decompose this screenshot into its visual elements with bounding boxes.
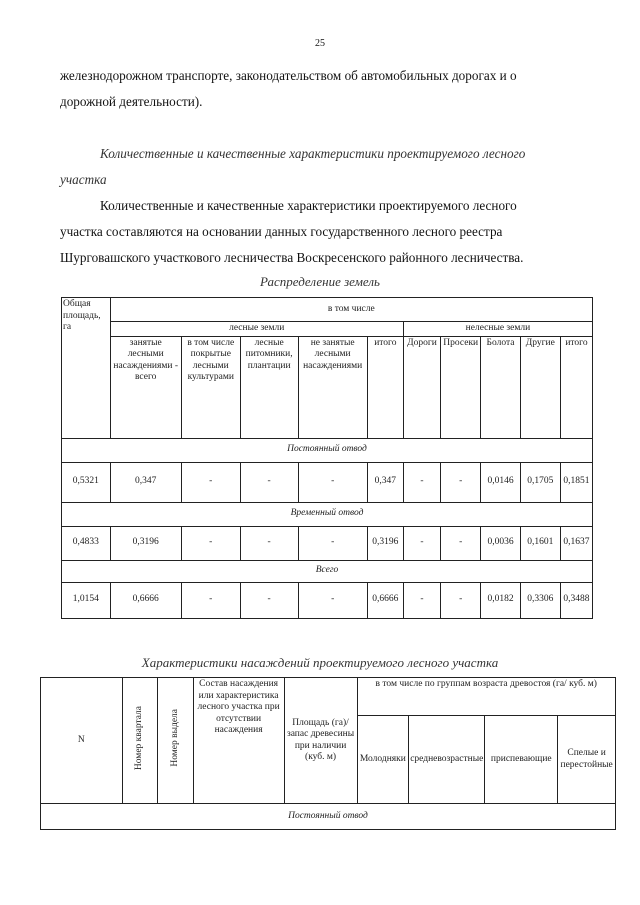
cell: 0,6666 [367,582,403,618]
cell: - [441,462,481,502]
header-forest-lands: лесные земли [110,322,403,337]
header-group: Молодняки [357,716,409,804]
intro-line-2: дорожной деятельности). [60,94,203,109]
cell: 0,5321 [62,462,111,502]
section-title-row: Временный отвод [62,502,593,526]
header-including: в том числе [110,298,592,322]
cell: 0,347 [110,462,181,502]
section-title-row: Постоянный отвод [41,804,616,830]
cell: - [403,526,440,560]
header-col: итого [560,336,592,438]
cell: - [298,462,367,502]
cell: - [181,462,240,502]
header-age-groups: в том числе по группам возраста древостоя (га/ куб. м) [357,678,616,716]
cell: 0,3488 [560,582,592,618]
cell: 0,1705 [520,462,560,502]
section-title-line-2: участка [60,172,107,187]
header-kvartal [122,678,158,804]
cell: - [181,526,240,560]
land-distribution-table [61,297,593,619]
cell: 0,3196 [367,526,403,560]
cell: 0,3196 [110,526,181,560]
header-col: Дороги [403,336,440,438]
cell: 0,0182 [481,582,520,618]
header-nonforest-lands: нелесные земли [403,322,592,337]
table-row [62,526,593,560]
body-paragraph [60,193,588,271]
header-group: средневозрастные [409,716,485,804]
table1-caption: Распределение земель [260,274,380,289]
section-title-row: Всего [62,560,593,582]
cell: - [403,462,440,502]
intro-line-1: железнодорожном транспорте, законодательством об автомобильных дорогах и о [60,68,517,83]
header-area: Площадь (га)/запас древесины при наличии (куб. м) [284,678,357,804]
header-vydel [158,678,194,804]
cell: - [298,526,367,560]
cell: 0,3306 [520,582,560,618]
kvartal-label: Номер квартала [134,706,145,771]
cell: 0,1851 [560,462,592,502]
section-title [60,141,588,193]
cell: - [240,526,298,560]
header-col: лесные питомники, плантации [240,336,298,438]
header-col: Болота [481,336,520,438]
cell: - [240,462,298,502]
cell: - [181,582,240,618]
table-row [62,582,593,618]
header-sostav: Состав насаждения или характеристика лесного участка при отсутствии насаждения [193,678,284,804]
cell: 1,0154 [62,582,111,618]
header-group: приспевающие [485,716,558,804]
header-total-area: Общая площадь, га [62,298,111,439]
header-col: итого [367,336,403,438]
vydel-label: Номер выдела [169,709,180,768]
body-line-1: Количественные и качественные характеристики проектируемого лесного [100,198,517,213]
cell: - [441,526,481,560]
header-col: Просеки [441,336,481,438]
stands-characteristics-table [40,677,616,830]
header-n: N [41,678,123,804]
cell: 0,6666 [110,582,181,618]
cell: 0,1601 [520,526,560,560]
cell: - [441,582,481,618]
header-col: Другие [520,336,560,438]
header-col: в том числе покрытые лесными культурами [181,336,240,438]
table-row [62,462,593,502]
cell: - [240,582,298,618]
section-title-row: Постоянный отвод [62,438,593,462]
cell: 0,1637 [560,526,592,560]
table2-caption: Характеристики насаждений проектируемого лесного участка [141,655,499,670]
section-title-line-1: Количественные и качественные характеристики проектируемого лесного [100,146,526,161]
cell: 0,347 [367,462,403,502]
header-col: не занятые лесными насаждениями [298,336,367,438]
body-line-2: участка составляются на основании данных государственного лесного реестра [60,224,503,239]
intro-paragraph [60,63,588,115]
cell: - [298,582,367,618]
cell: 0,4833 [62,526,111,560]
header-col: занятые лесными насаждениями - всего [110,336,181,438]
page-number: 25 [315,38,325,49]
body-line-3: Шурговашского участкового лесничества Воскресенского районного лесничества. [60,250,524,265]
cell: 0,0146 [481,462,520,502]
cell: 0,0036 [481,526,520,560]
cell: - [403,582,440,618]
header-group: Спелые и перестойные [558,716,616,804]
